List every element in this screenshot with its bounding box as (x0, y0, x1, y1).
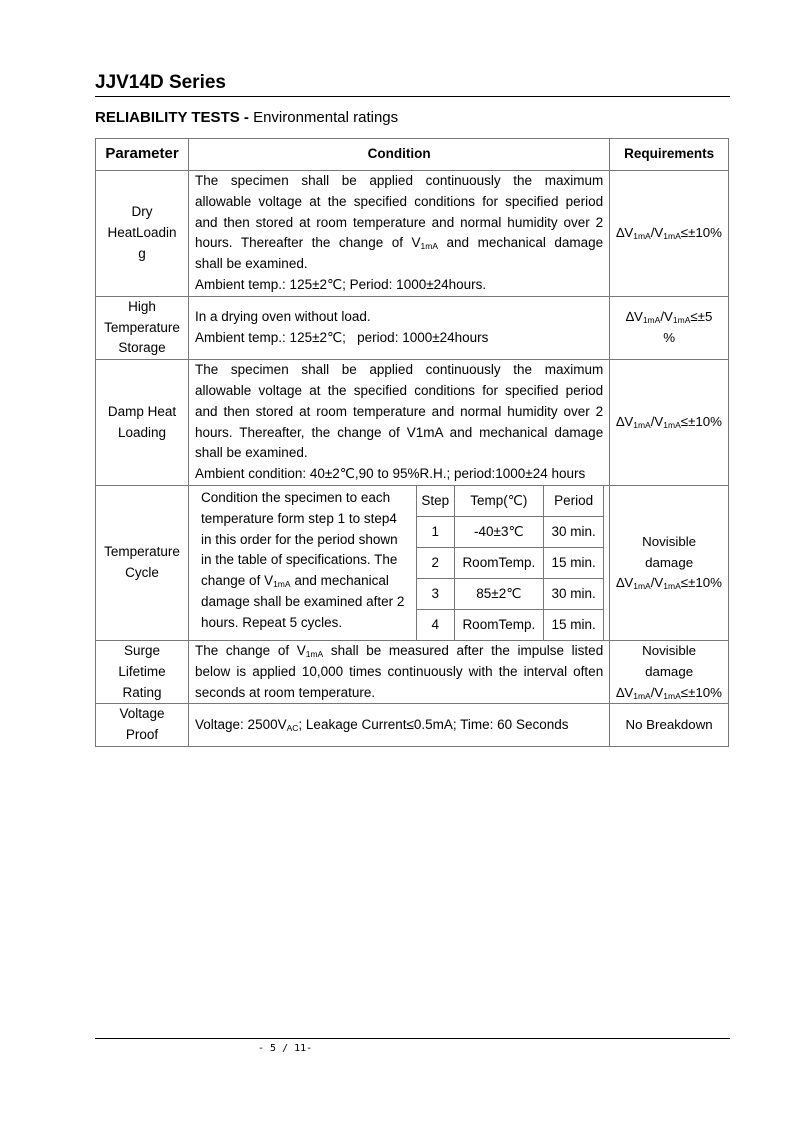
step-period: 15 min. (544, 547, 604, 578)
table-header-row (96, 139, 729, 171)
param-dry-heat (96, 171, 189, 297)
condition-line: allowable voltage at the specified conditions for specified period (195, 382, 604, 398)
condition-temp-cycle (189, 485, 610, 640)
subscript: 1mA (273, 579, 291, 590)
step-period: 15 min. (544, 609, 604, 640)
condition-high-temp (189, 296, 610, 359)
steps-header-row (417, 485, 604, 516)
text-fragment: /V (650, 684, 664, 700)
param-temp-cycle (96, 485, 189, 640)
param-line: Temperature (104, 544, 180, 560)
condition-line: The specimen shall be applied continuously the maximum (195, 173, 604, 188)
param-line: Damp Heat (107, 403, 177, 419)
condition-voltage-proof (189, 704, 610, 747)
requirement-line (616, 683, 722, 704)
text-fragment: and mechanical (290, 573, 389, 589)
table-row (417, 547, 604, 578)
condition-line: hours. Thereafter, the change of V1mA and mechanical damage (195, 424, 604, 440)
text-fragment: /V (650, 414, 664, 430)
subscript: 1mA (642, 315, 661, 326)
text-fragment: shall be measured after the impulse listed (323, 642, 604, 658)
subscript: 1mA (633, 690, 651, 701)
steps-header-temp: Temp(℃) (454, 485, 544, 516)
text-fragment: ≤±10% (680, 684, 722, 700)
param-line: Proof (125, 727, 159, 743)
subscript: 1mA (633, 420, 651, 431)
condition-line (195, 233, 603, 254)
requirement-line: Novisible (642, 642, 697, 658)
table-row-voltage-proof (96, 704, 729, 747)
condition-line: temperature form step 1 to step4 (201, 510, 397, 526)
steps-header-period: Period (544, 485, 604, 516)
temp-cycle-steps-table (416, 485, 604, 641)
condition-line: and then stored at room temperature and normal humidity over 2 (195, 403, 604, 419)
condition-damp-heat (189, 360, 610, 486)
text-fragment: /V (660, 309, 673, 325)
param-line: HeatLoadin (107, 224, 177, 240)
param-line: Cycle (125, 564, 159, 580)
condition-line: and then stored at room temperature and normal humidity over 2 (195, 214, 604, 230)
text-fragment: ∆V (625, 309, 643, 325)
param-high-temp (96, 296, 189, 359)
step-period: 30 min. (544, 516, 604, 547)
table-row-high-temp (96, 296, 729, 359)
param-surge (96, 640, 189, 703)
step-temp: -40±3℃ (454, 516, 544, 547)
requirement-dry-heat (610, 171, 729, 297)
page-number: - 5 / 11- (258, 1043, 313, 1054)
requirement-line (616, 307, 722, 328)
condition-surge (189, 640, 610, 703)
condition-line: shall be examined. (195, 445, 308, 461)
param-line: Dry (131, 204, 153, 220)
step-temp: RoomTemp. (454, 609, 544, 640)
condition-dry-heat (189, 171, 610, 297)
text-fragment: ≤±10% (680, 414, 722, 430)
table-row-temp-cycle (96, 485, 729, 640)
param-voltage-proof (96, 704, 189, 747)
text-fragment: ∆V (616, 414, 634, 430)
text-fragment: hours. Thereafter the change of V (195, 235, 421, 251)
param-damp-heat (96, 360, 189, 486)
text-fragment: ≤±5 (690, 309, 713, 325)
condition-line: The specimen shall be applied continuously the maximum (195, 362, 604, 378)
param-line: Lifetime (118, 663, 166, 679)
steps-header-step: Step (417, 485, 455, 516)
header-parameter: Parameter (96, 139, 189, 171)
table-row (417, 609, 604, 640)
step-temp: 85±2℃ (454, 578, 544, 609)
text-fragment: ≤±10% (680, 224, 722, 240)
section-heading-bold: RELIABILITY TESTS - (95, 109, 249, 126)
condition-line (195, 641, 603, 662)
step-period: 30 min. (544, 578, 604, 609)
param-line: Loading (117, 424, 167, 440)
param-line: Temperature (104, 319, 180, 335)
subscript: 1mA (672, 315, 691, 326)
table-row (417, 516, 604, 547)
text-fragment: ∆V (616, 575, 634, 591)
step-number: 4 (417, 609, 455, 640)
condition-line: below is applied 10,000 times continuously with the interval often (195, 663, 604, 679)
text-fragment: ≤±10% (680, 575, 722, 591)
param-line: g (138, 245, 146, 261)
subscript: 1mA (663, 230, 681, 241)
requirement-line: % (663, 329, 676, 345)
condition-line: damage shall be examined after 2 (201, 593, 405, 609)
subscript: 1mA (663, 690, 681, 701)
param-line: Voltage (119, 706, 165, 722)
step-number: 3 (417, 578, 455, 609)
param-line: Surge (123, 642, 161, 658)
section-heading-rest: Environmental ratings (248, 109, 399, 126)
condition-line: shall be examined. (195, 256, 308, 272)
requirement-voltage-proof: No Breakdown (610, 704, 729, 747)
text-fragment: /V (650, 575, 664, 591)
text-fragment: ∆V (616, 224, 634, 240)
step-number: 1 (417, 516, 455, 547)
text-fragment: Voltage: 2500V (195, 716, 287, 732)
document-series-title: JJV14D Series (95, 72, 226, 93)
param-line: High (128, 298, 156, 314)
requirement-line (616, 573, 722, 594)
subscript: 1mA (420, 241, 439, 252)
requirement-line: damage (645, 663, 694, 679)
step-number: 2 (417, 547, 455, 578)
condition-line: hours. Repeat 5 cycles. (201, 614, 343, 630)
title-divider (95, 96, 730, 97)
table-row-damp-heat (96, 360, 729, 486)
requirement-surge (610, 640, 729, 703)
condition-line: Ambient condition: 40±2℃,90 to 95%R.H.; period:1000±24 hours (195, 466, 586, 482)
param-line: Storage (118, 340, 166, 356)
requirement-temp-cycle (610, 485, 729, 640)
text-fragment: ; Leakage Current≤0.5mA; Time: 60 Seconds (298, 716, 569, 732)
table-row-dry-heat (96, 171, 729, 297)
condition-line: in this order for the period shown (201, 531, 398, 547)
section-heading (95, 109, 398, 126)
subscript: 1mA (663, 420, 681, 431)
condition-line: allowable voltage at the specified conditions for specified period (195, 193, 604, 209)
condition-line: in the table of specifications. The (201, 552, 398, 568)
condition-line: Ambient temp.: 125±2℃; period: 1000±24hours (195, 329, 489, 345)
step-temp: RoomTemp. (454, 547, 544, 578)
text-fragment: /V (650, 224, 664, 240)
condition-line: seconds at room temperature. (195, 684, 376, 700)
requirement-high-temp (610, 296, 729, 359)
requirement-line: damage (645, 554, 694, 570)
requirement-line: Novisible (642, 533, 697, 549)
condition-line: In a drying oven without load. (195, 309, 371, 325)
text-fragment: and mechanical damage (438, 235, 604, 251)
condition-line: Condition the specimen to each (201, 489, 391, 505)
header-condition: Condition (189, 139, 610, 171)
reliability-tests-table (95, 138, 729, 747)
subscript: 1mA (663, 581, 681, 592)
subscript: 1mA (305, 648, 324, 659)
subscript: 1mA (633, 230, 651, 241)
table-row (417, 578, 604, 609)
requirement-damp-heat (610, 360, 729, 486)
table-row-surge (96, 640, 729, 703)
subscript: AC (286, 722, 299, 733)
footer-divider (95, 1038, 730, 1039)
condition-line: Ambient temp.: 125±2℃; Period: 1000±24hours. (195, 276, 487, 292)
text-fragment: The change of V (195, 642, 306, 658)
header-requirements: Requirements (610, 139, 729, 171)
text-fragment: change of V (201, 573, 274, 589)
subscript: 1mA (633, 581, 651, 592)
text-fragment: ∆V (616, 684, 634, 700)
temp-cycle-description (195, 486, 416, 640)
param-line: Rating (122, 684, 162, 700)
condition-line (201, 571, 410, 592)
